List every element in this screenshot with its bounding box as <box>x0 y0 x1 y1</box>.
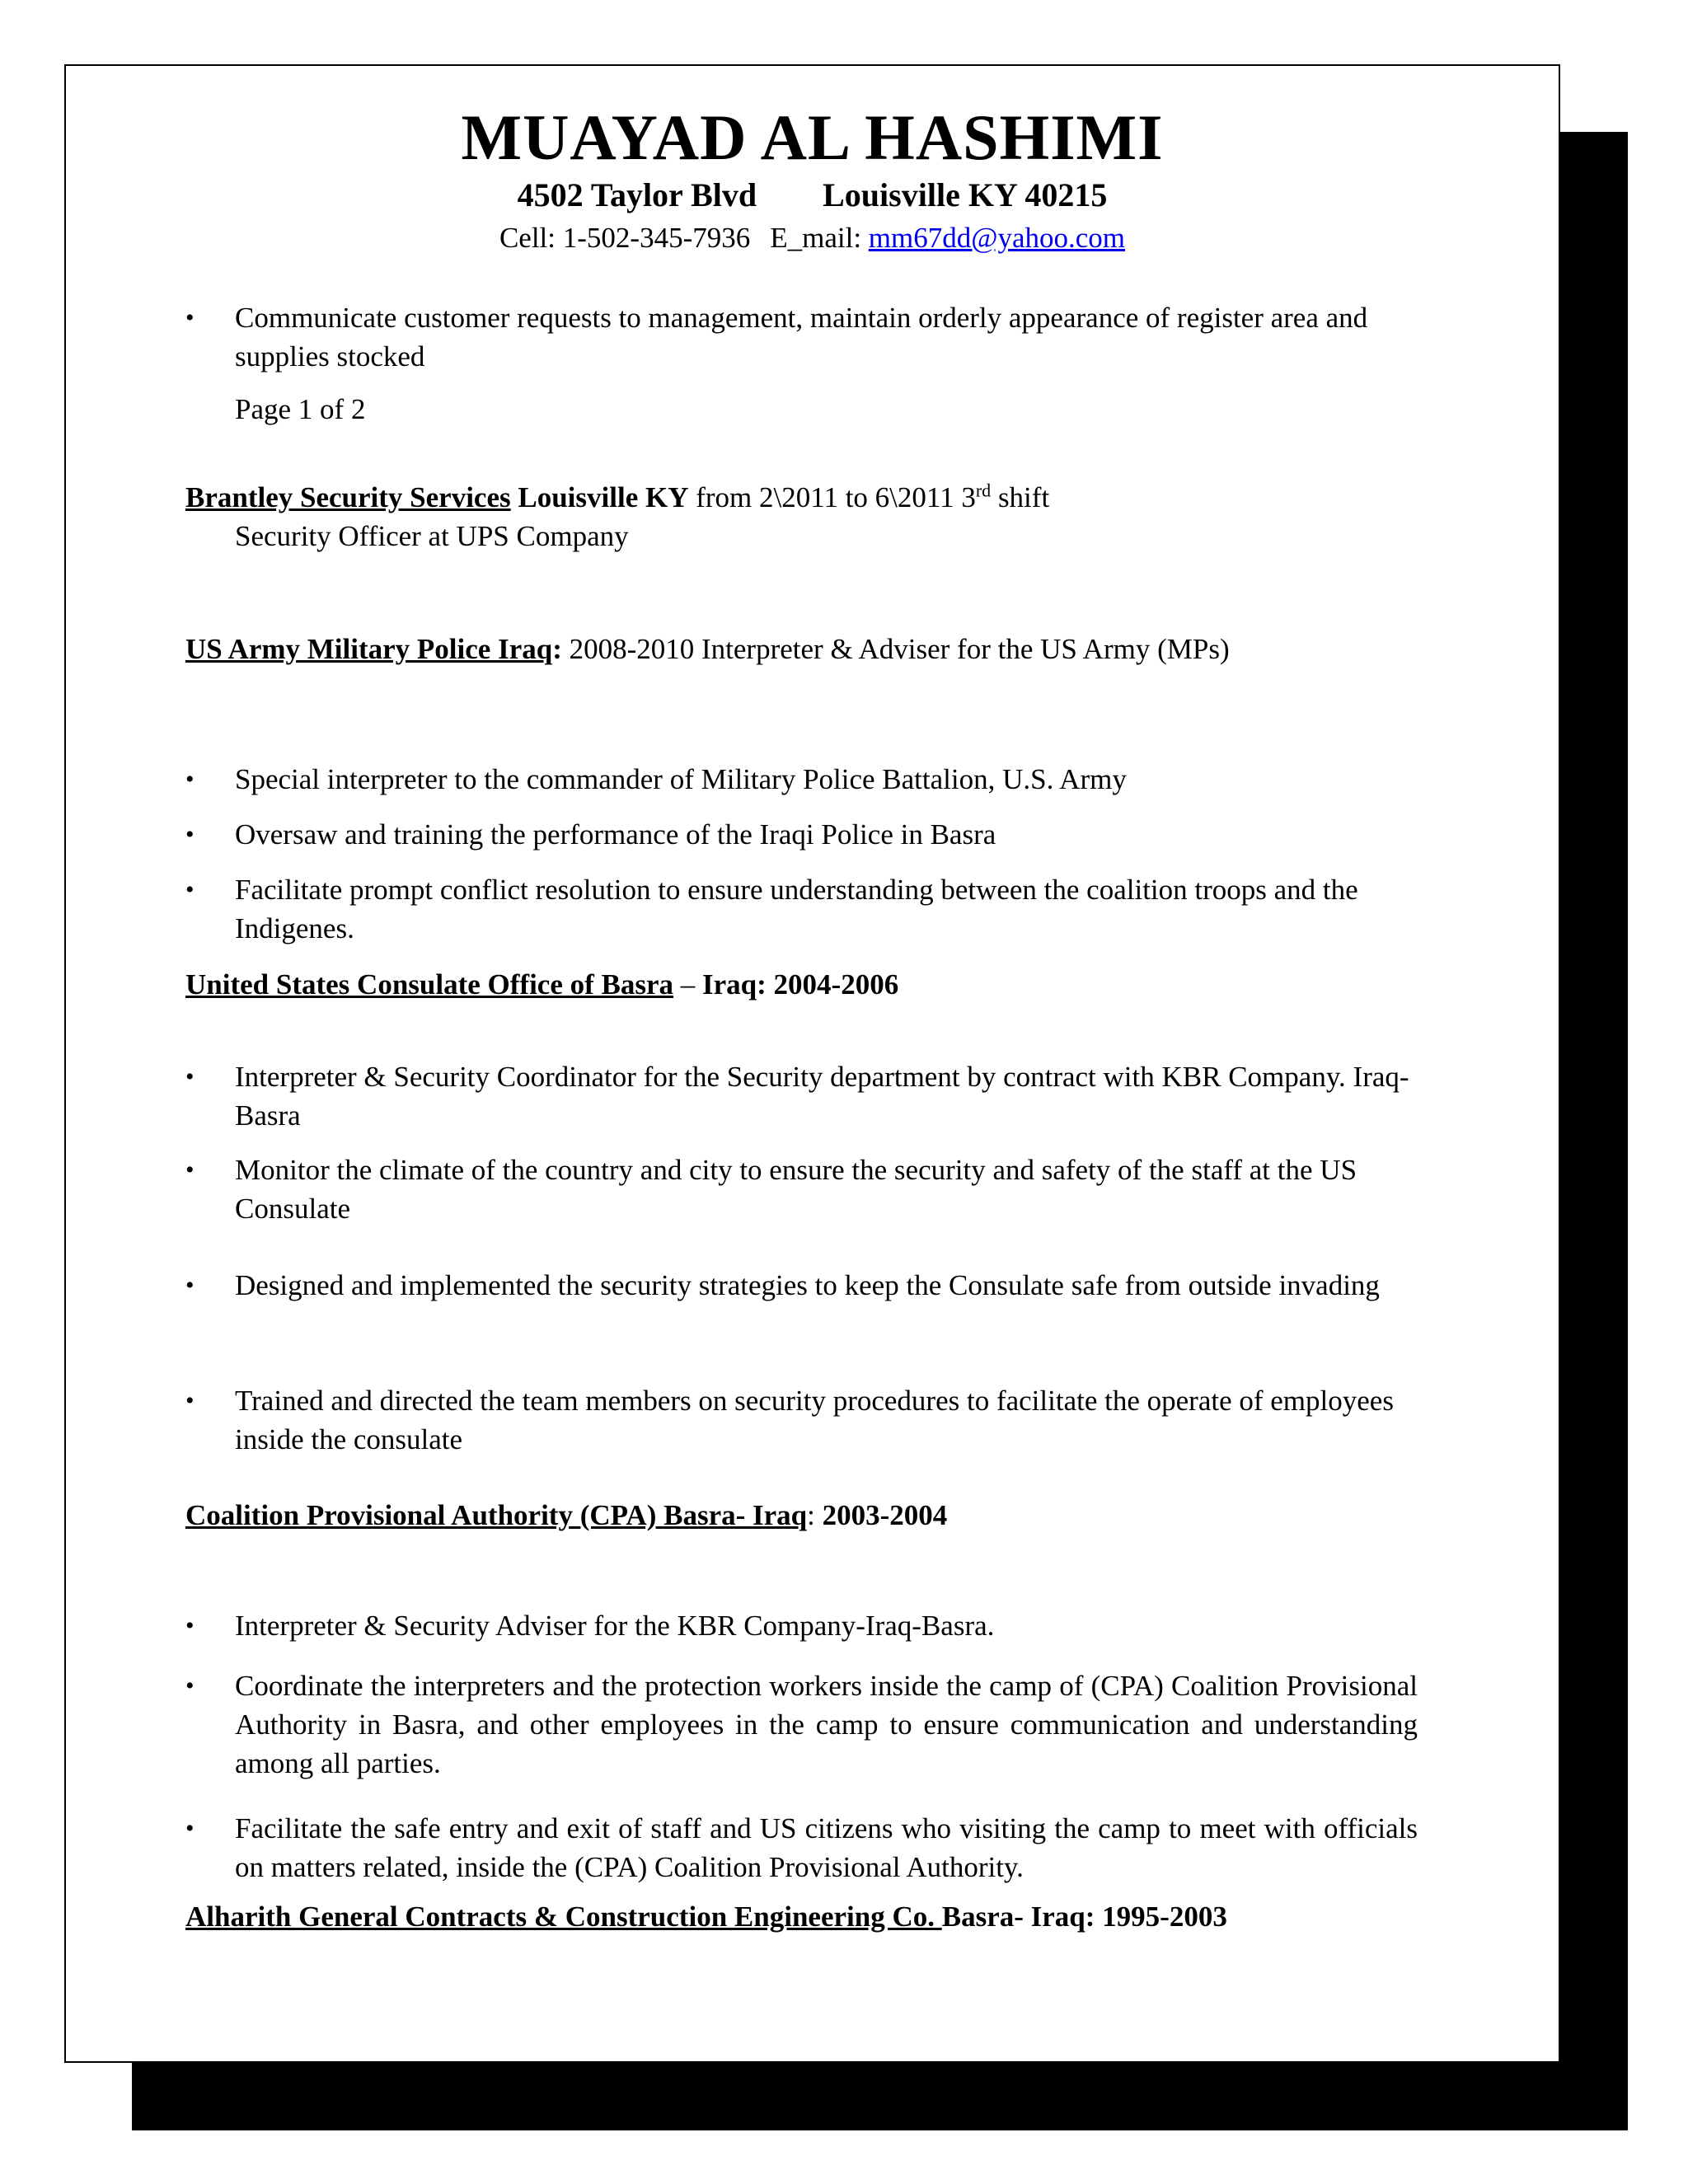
job-dates: 2003-2004 <box>822 1499 948 1531</box>
job-description: 2008-2010 Interpreter & Adviser for the US Army (MPs) <box>561 633 1230 665</box>
job-heading-us-consulate: United States Consulate Office of Basra – Iraq: 2004-2006 <box>185 968 899 1001</box>
address-line <box>66 177 1559 213</box>
bullet-icon: • <box>185 1672 195 1699</box>
bullet-icon: • <box>185 1156 195 1183</box>
bullet-icon: • <box>185 1387 195 1414</box>
email-label: E_mail: <box>770 222 862 254</box>
contact-line <box>66 223 1559 255</box>
ordinal-suffix: rd <box>975 480 992 501</box>
job-heading-us-army: US Army Military Police Iraq: 2008-2010 Interpreter & Adviser for the US Army (MPs) <box>185 633 1230 665</box>
job-dates: Iraq: 2004-2006 <box>702 968 899 1001</box>
bullet-icon: • <box>185 821 195 848</box>
page-number: Page 1 of 2 <box>235 393 366 425</box>
bullet-icon: • <box>185 1063 195 1090</box>
job-dates: Basra- Iraq: 1995-2003 <box>941 1900 1227 1933</box>
bullet-icon: • <box>185 766 195 793</box>
bullet-icon: • <box>185 1272 195 1299</box>
bullet-icon: • <box>185 1815 195 1842</box>
job-heading-cpa: Coalition Provisional Authority (CPA) Basra- Iraq: 2003-2004 <box>185 1499 948 1531</box>
job-dates: from 2\2011 to 6\2011 3 <box>696 481 976 513</box>
job-heading-alharith <box>185 1897 1405 1936</box>
city-state-zip: Louisville KY 40215 <box>823 176 1108 213</box>
email-link[interactable]: mm67dd@yahoo.com <box>868 222 1126 254</box>
employer-name: US Army Military Police Iraq <box>185 633 553 665</box>
employer-name: Alharith General Contracts & Construction Engineering Co. <box>185 1900 942 1933</box>
job-shift: shift <box>991 481 1050 513</box>
employer-name: United States Consulate Office of Basra <box>185 968 674 1001</box>
job-heading-brantley <box>185 478 1049 517</box>
employer-name: Coalition Provisional Authority (CPA) Basra- Iraq <box>185 1499 808 1531</box>
bullet-icon: • <box>185 876 195 903</box>
bullet-icon: • <box>185 1612 195 1639</box>
candidate-name: MUAYAD AL HASHIMI <box>461 101 1164 173</box>
cell-phone: Cell: 1-502-345-7936 <box>499 222 751 254</box>
employer-location: Louisville KY <box>518 481 689 513</box>
bullet-icon: • <box>185 304 195 331</box>
job-role: Security Officer at UPS Company <box>235 520 629 552</box>
street-address: 4502 Taylor Blvd <box>517 176 757 213</box>
employer-name: Brantley Security Services <box>185 481 511 513</box>
